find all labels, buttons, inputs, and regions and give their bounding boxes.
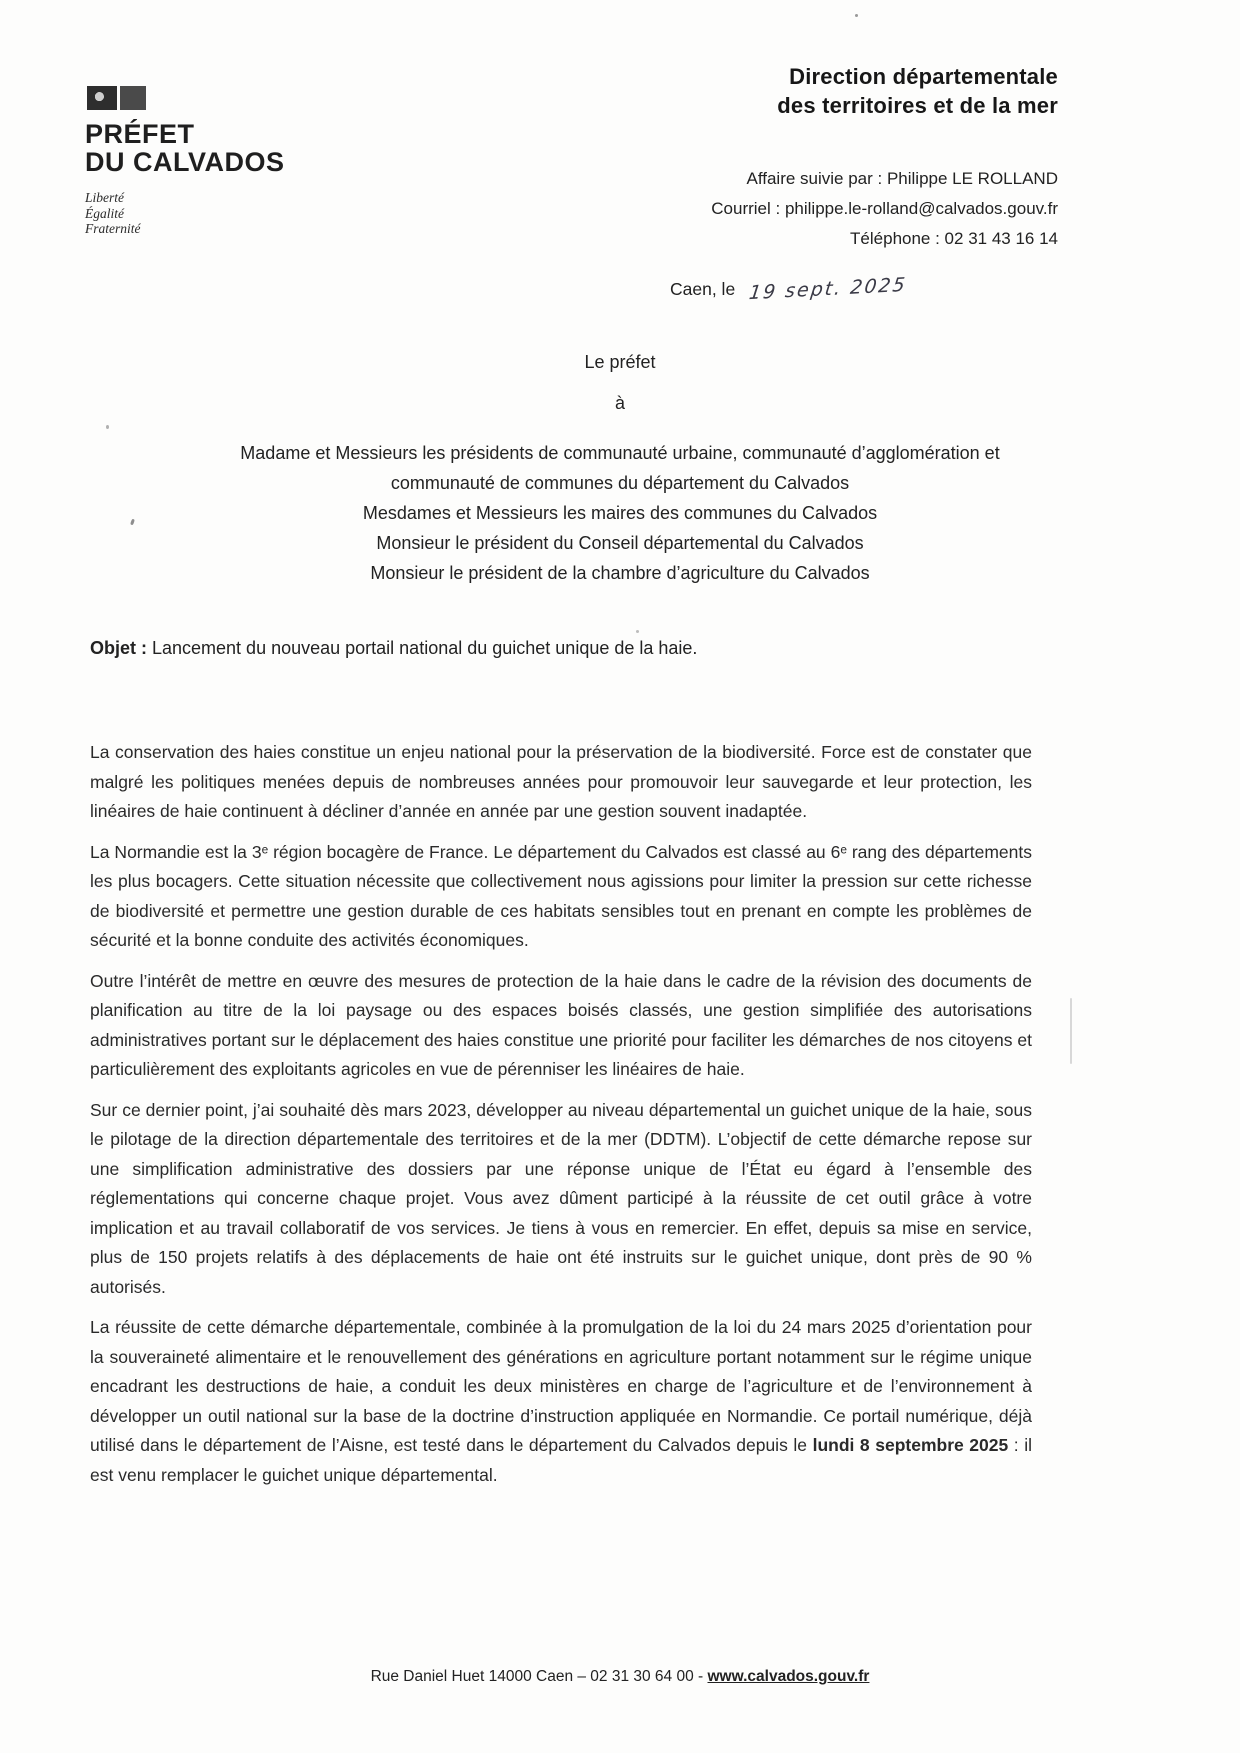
salutation-block <box>0 352 1240 588</box>
scan-speck <box>636 630 639 633</box>
marianne-flag-icon <box>120 86 146 110</box>
footer-website-link[interactable]: www.calvados.gouv.fr <box>707 1668 870 1685</box>
contact-person: Affaire suivie par : Philippe LE ROLLAND <box>746 169 1058 188</box>
header-right <box>518 62 1058 305</box>
paragraph-5-tail: : il est venu remplacer le guichet unique départemental. <box>90 1435 1032 1485</box>
prefet-title-line1: PRÉFET <box>85 119 195 149</box>
footer <box>0 1668 1240 1686</box>
recipients-block <box>0 438 1240 588</box>
date-line <box>518 273 1058 305</box>
motto-liberte: Liberté <box>85 190 124 205</box>
paragraph-1: La conservation des haies constitue un enjeu national pour la préservation de la biodiversité. Force est de constater que malgré les politiques menées depuis de nombreuses années pour promouvoir leur sauvegarde et leur protection, les linéaires de haie continuent à décliner d’année en année par une gestion souvent inadaptée. <box>90 742 1032 821</box>
scan-speck <box>106 425 109 429</box>
motto-egalite: Égalité <box>85 205 124 221</box>
recipient-line: Madame et Messieurs les présidents de communauté urbaine, communauté d’agglomération et <box>240 443 1000 463</box>
to-word: à <box>614 393 625 413</box>
republic-motto <box>85 190 405 237</box>
sender-title: Le préfet <box>584 352 656 372</box>
contact-block <box>518 164 1058 254</box>
recipient-line: Monsieur le président du Conseil départemental du Calvados <box>376 533 864 553</box>
contact-email: Courriel : philippe.le-rolland@calvados.gouv.fr <box>711 199 1058 218</box>
handwritten-date: 19 sept. 2025 <box>747 273 909 305</box>
prefet-title-line2: DU CALVADOS <box>85 147 285 177</box>
paragraph-5-bold-date: lundi 8 septembre 2025 <box>812 1435 1009 1455</box>
paragraph-5 <box>90 1313 1032 1490</box>
motto-fraternite: Fraternité <box>85 221 141 236</box>
marianne-figure-icon <box>87 86 117 110</box>
contact-phone: Téléphone : 02 31 43 16 14 <box>850 229 1058 248</box>
paragraph-3: Outre l’intérêt de mettre en œuvre des mesures de protection de la haie dans le cadre de la révision des documents de planification au titre de la loi paysage ou des espaces boisés classés, une gestion simplifiée des autorisations administratives portant sur le déplacement des haies constitue une priorité pour faciliter les démarches de nos citoyens et particulièrement des exploitants agricoles en vue de pérenniser les linéaires de haie. <box>90 970 1032 1079</box>
letter-body <box>90 738 1032 1501</box>
paragraph-5-text: La réussite de cette démarche départementale, combinée à la promulgation de la loi du 24 mars 2025 d’orientation pour la souveraineté alimentaire et le renouvellement des générations en agriculture portant notamment sur le régime unique encadrant les destructions de haie, a conduit les deux ministères en charge de l’agriculture et de l’environnement à développer un outil national sur la base de la doctrine d’instruction appliquée en Normandie. Ce portail numérique, déjà utilisé dans le département de l’Aisne, est testé dans le département du Calvados depuis le <box>90 1317 1032 1455</box>
subject-label: Objet : <box>90 638 147 658</box>
direction-title-line1: Direction départementale <box>789 64 1058 89</box>
recipient-line: Mesdames et Messieurs les maires des communes du Calvados <box>362 503 878 523</box>
footer-address: Rue Daniel Huet 14000 Caen – 02 31 30 64 00 - <box>370 1668 708 1685</box>
direction-title-line2: des territoires et de la mer <box>777 93 1058 118</box>
paragraph-2: La Normandie est la 3ᵉ région bocagère de France. Le département du Calvados est classé au 6ᵉ rang des départements les plus bocagers. Cette situation nécessite que collectivement nous agissions pour limiter la pression sur cette richesse de biodiversité et permettre une gestion durable de ces habitats sensibles tout en prenant en compte les problèmes de sécurité et la bonne conduite des activités économiques. <box>90 841 1032 950</box>
subject-line <box>90 638 1040 659</box>
scan-edge-mark <box>1070 998 1072 1064</box>
paragraph-4: Sur ce dernier point, j’ai souhaité dès mars 2023, développer au niveau départemental un guichet unique de la haie, sous le pilotage de la direction départementale des territoires et de la mer (DDTM). L’objectif de cette démarche repose sur une simplification administrative des dossiers par une réponse unique de l’État eu égard à l’ensemble des réglementations qui concerne chaque projet. Vous avez dûment participé à la réussite de cet outil grâce à votre implication et au travail collaboratif de vos services. Je tiens à vous en remercier. En effet, depuis sa mise en service, plus de 150 projets relatifs à des déplacements de haie ont été instruits sur le guichet unique, dont près de 90 % autorisés. <box>90 1099 1032 1297</box>
marianne-logo-icon <box>87 84 405 110</box>
letterhead <box>85 84 405 237</box>
recipient-line: Monsieur le président de la chambre d’agriculture du Calvados <box>370 563 870 583</box>
direction-title <box>518 62 1058 120</box>
scan-speck <box>855 14 858 17</box>
subject-text: Lancement du nouveau portail national du guichet unique de la haie. <box>147 638 698 658</box>
recipient-line: communauté de communes du département du Calvados <box>390 473 850 493</box>
place-label: Caen, le <box>670 279 736 299</box>
